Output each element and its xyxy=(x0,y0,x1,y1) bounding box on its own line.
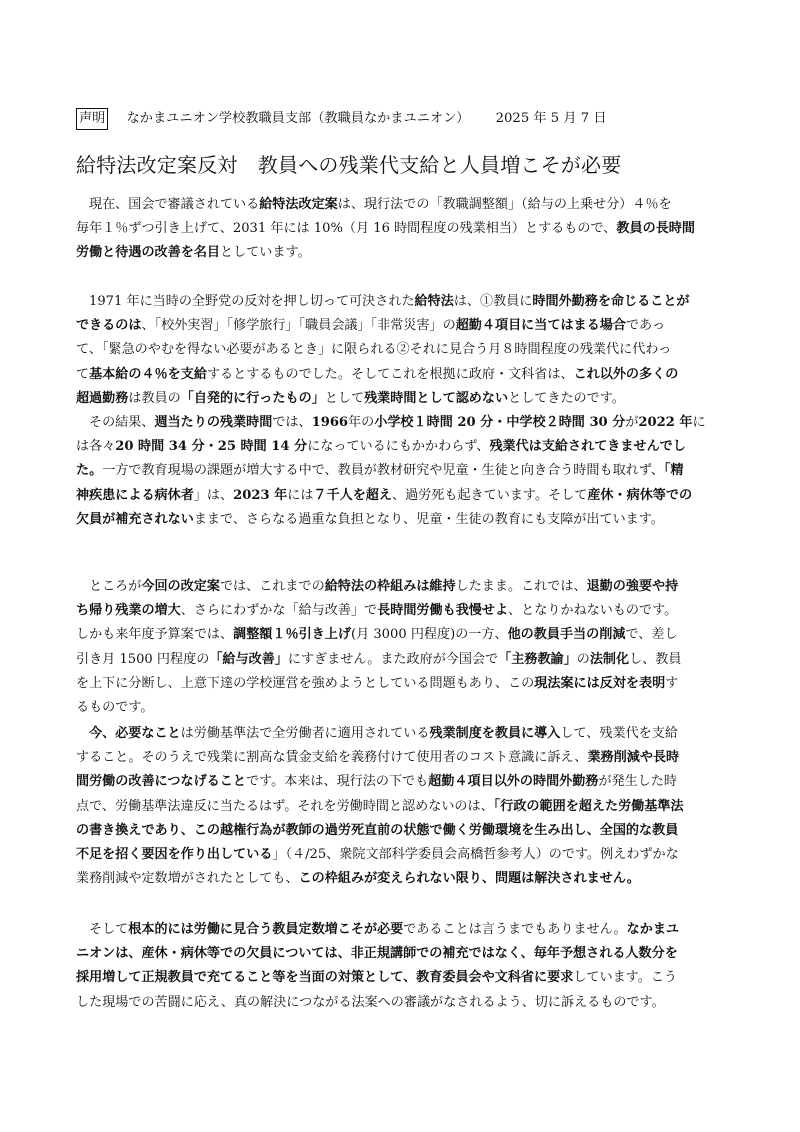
body-text: 、「校外実習」「修学旅行」「職員会議」「非常災害」の xyxy=(141,318,456,334)
emphasized-text: ７千人を超え xyxy=(313,487,392,503)
emphasized-text: 時間外勤務を命じることが xyxy=(532,294,690,309)
body-text: は教員の xyxy=(128,390,181,406)
body-text: 業務削減や定数増がされたとしても、 xyxy=(76,871,299,887)
emphasized-text: 教員の長時間 xyxy=(616,221,695,237)
text-line xyxy=(76,746,726,770)
emphasized-text: 法制化 xyxy=(589,651,630,667)
body-text: したまま。これでは、 xyxy=(455,579,587,594)
body-text: 1971 年に当時の全野党の反対を押し切って可決された xyxy=(89,294,415,309)
emphasized-text: 採用増して正規教員で充てること等を当面の対策として、教育委員会や文科省に要求 xyxy=(76,970,574,986)
body-text: すること。そのうえで残業に割高な賃金支給を義務付けて使用者のコスト意識に訴え、 xyxy=(76,750,588,766)
emphasized-text: 残業制度を教員に導入 xyxy=(429,726,561,741)
body-text: した現場での苦闘に応え、真の解決につながる法案への審議がなされるよう、切に訴えるものです。 xyxy=(76,994,665,1010)
text-line xyxy=(76,672,726,696)
text-line xyxy=(76,942,726,966)
statement-date: 2025 年 5 月 7 日 xyxy=(495,111,607,126)
body-text: は、現行法での「教職調整額」（給与の上乗せ分）４％を xyxy=(337,197,672,212)
emphasized-text: 調整額１％引き上げ xyxy=(233,627,351,643)
emphasized-text: 現法案には反対を表明 xyxy=(534,675,666,691)
body-text: 点で、労働基準法違反に当たるはず。それを労働時間と認めないのは、 xyxy=(76,798,494,814)
text-line xyxy=(76,217,726,241)
body-text: 毎年１％ずつ引き上げて、2031 年には 10%（月 16 時間程度の残業相当）とするもので、 xyxy=(76,221,617,237)
text-line xyxy=(76,193,726,217)
emphasized-text: 基本給の４％を支給 xyxy=(89,366,207,382)
emphasized-text: 労働と待遇の改善を名目 xyxy=(76,245,221,261)
body-text: が xyxy=(625,415,639,431)
document-title: 給特法改定案反対 教員への残業代支給と人員増こそが必要 xyxy=(76,153,622,177)
text-line xyxy=(76,387,726,411)
emphasized-text: 産休・病休等での xyxy=(587,487,693,503)
paragraph-1 xyxy=(76,193,726,266)
body-text: ところが xyxy=(89,579,142,594)
body-text: であっ xyxy=(625,318,666,334)
body-text: そして xyxy=(89,922,129,937)
body-text: て xyxy=(76,366,90,382)
body-text: には xyxy=(287,487,314,503)
body-text: するとするものでした。そしてこれを根拠に政府・文科省は、 xyxy=(206,366,574,382)
body-text: になっているにもかかわらず、 xyxy=(307,439,490,455)
emphasized-text: 神疾患による病休者 xyxy=(76,487,194,503)
body-text: (月 3000 円程度)の一方、 xyxy=(350,627,508,643)
body-text: て、「緊急のやむを得ない必要があるとき」に限られる②それに見合う月８時間程度の残業代に代わっ xyxy=(76,342,672,358)
emphasized-text: 「自発的に行ったもの」 xyxy=(180,390,325,406)
text-line xyxy=(76,819,726,843)
body-text: 、となりかねないものです。 xyxy=(508,603,678,619)
emphasized-text: この枠組みが変えられない限り、問題は解決されません。 xyxy=(298,871,640,887)
text-line xyxy=(76,966,726,990)
paragraph-5 xyxy=(76,918,726,1015)
body-text: 年の xyxy=(348,415,375,431)
statement-label: 声明 xyxy=(76,108,108,130)
body-text: 一方で教育現場の課題が増大する中で、教員が教材研究や児童・生徒と向き合う時間も取れず、 xyxy=(102,463,664,479)
body-text: しています。こう xyxy=(573,970,678,986)
body-text: に xyxy=(692,415,706,431)
emphasized-text: 超過勤務 xyxy=(76,390,129,406)
emphasized-text: 間労働の改善につなげること xyxy=(76,774,246,790)
organization-name: なかまユニオン学校教職員支部（教職員なかまユニオン） xyxy=(126,111,470,126)
text-line xyxy=(76,867,726,891)
emphasized-text: 2023 年 xyxy=(233,487,288,503)
emphasized-text: 週当たりの残業時間 xyxy=(154,415,273,431)
body-text: しかも来年度予算案では、 xyxy=(76,627,234,643)
text-line xyxy=(76,795,726,819)
text-line xyxy=(76,435,726,459)
text-line xyxy=(76,599,726,623)
emphasized-text: 給特法 xyxy=(414,294,454,309)
emphasized-text: 残業代は支給されてきませんでし xyxy=(489,439,686,455)
body-text: は各々 xyxy=(76,439,116,455)
text-line xyxy=(76,623,726,647)
text-line xyxy=(76,991,726,1015)
emphasized-text: 他の教員手当の削減 xyxy=(507,627,626,643)
statement-header xyxy=(76,108,736,132)
emphasized-text: 残業時間として認めない xyxy=(364,390,509,406)
text-line xyxy=(76,648,726,672)
emphasized-text: 退勤の強要や持 xyxy=(586,579,679,594)
body-text: 現在、国会で審議されている xyxy=(89,197,260,212)
text-line xyxy=(76,843,726,867)
text-line xyxy=(76,484,726,508)
emphasized-text: 超勤４項目以外の時間外勤務 xyxy=(428,774,599,790)
paragraph-4 xyxy=(76,722,726,891)
body-text: 引き月 1500 円程度の xyxy=(76,651,210,667)
emphasized-text: 20 時間 34 分・25 時間 14 分 xyxy=(115,439,308,455)
emphasized-text: 長時間労働も我慢せよ xyxy=(377,603,509,619)
paragraph-3 xyxy=(76,575,726,720)
emphasized-text: 超勤４項目に当てはまる場合 xyxy=(455,318,626,334)
emphasized-text: 給特法改定案 xyxy=(259,197,338,212)
emphasized-text: 不足を招く要因を作り出している xyxy=(76,847,273,863)
body-text: を上下に分断し、上意下達の学校運営を強めようとしている問題もあり、この xyxy=(76,675,535,691)
body-text: るものです。 xyxy=(76,700,154,716)
body-text: す xyxy=(665,675,679,691)
text-line xyxy=(76,363,726,387)
emphasized-text: 給特法の枠組みは維持 xyxy=(324,579,456,594)
emphasized-text: 「給与改善」 xyxy=(209,651,288,667)
emphasized-text: 「精 xyxy=(663,463,684,479)
body-text: して、残業代を支給 xyxy=(560,726,678,741)
emphasized-text: できるのは xyxy=(76,318,142,334)
text-line xyxy=(76,722,726,746)
body-text: です。本来は、現行法の下でも xyxy=(245,774,429,790)
emphasized-text: の書き換えであり、この越権行為が教師の過労死直前の状態で働く労働環境を生み出し、全国的な教員 xyxy=(76,822,679,838)
emphasized-text: 根本的には労働に見合う教員定数増こそが必要 xyxy=(128,922,404,937)
emphasized-text: 1966 xyxy=(311,415,349,431)
emphasized-text: なかまユ xyxy=(626,922,680,937)
text-line xyxy=(76,575,726,599)
body-text: で、差し xyxy=(625,627,678,643)
body-text: 、さらにわずかな「給与改善」で xyxy=(180,603,378,619)
body-text: の xyxy=(576,651,590,667)
text-line xyxy=(76,918,726,942)
text-line xyxy=(76,290,726,314)
body-text: であることは言うまでもありません。 xyxy=(403,922,627,937)
body-text: し、教員 xyxy=(629,651,682,667)
body-text: ままで、さらなる過重な負担となり、児童・生徒の教育にも支障が出ています。 xyxy=(193,511,664,527)
emphasized-text: 「主務教諭」 xyxy=(498,651,577,667)
text-line xyxy=(76,338,726,362)
text-line xyxy=(76,411,726,435)
emphasized-text: ニオンは、産休・病休等での欠員については、非正規講師での補充ではなく、毎年予想される人数分を xyxy=(76,946,678,962)
text-line xyxy=(76,241,726,265)
emphasized-text: 欠員が補充されない xyxy=(76,511,194,527)
emphasized-text: ち帰り残業の増大 xyxy=(76,603,181,619)
emphasized-text: 業務削減や長時 xyxy=(587,750,680,766)
body-text: にすぎません。また政府が今国会で xyxy=(287,651,499,667)
emphasized-text: 今、必要なこと xyxy=(89,726,181,741)
body-text: 」（４/25、衆院文部科学委員会高橋哲参考人）のです。例えわずかな xyxy=(272,847,679,863)
body-text: が発生した時 xyxy=(598,774,678,790)
emphasized-text: 小学校１時間 20 分・中学校２時間 30 分 xyxy=(374,415,626,431)
emphasized-text: 2022 年 xyxy=(638,415,693,431)
body-text: としてきたのです。 xyxy=(508,390,625,406)
text-line xyxy=(76,459,726,483)
body-text: は労働基準法で全労働者に適用されている xyxy=(180,726,430,741)
body-text: は、①教員に xyxy=(453,294,533,309)
body-text: では、 xyxy=(272,415,312,431)
emphasized-text: これ以外の多くの xyxy=(573,366,679,382)
body-text: として xyxy=(324,390,365,406)
paragraph-2 xyxy=(76,290,726,532)
text-line xyxy=(76,770,726,794)
body-text: 」は、 xyxy=(193,487,234,503)
text-line xyxy=(76,508,726,532)
text-line xyxy=(76,696,726,720)
body-text: 、過労死も起きています。そして xyxy=(391,487,588,503)
text-line xyxy=(76,314,726,338)
body-text: その結果、 xyxy=(89,415,155,431)
emphasized-text: 今回の改定案 xyxy=(141,579,220,594)
emphasized-text: た。 xyxy=(76,463,103,479)
emphasized-text: 「行政の範囲を超えた労働基準法 xyxy=(493,798,684,814)
body-text: としています。 xyxy=(220,245,311,261)
body-text: では、これまでの xyxy=(219,579,325,594)
